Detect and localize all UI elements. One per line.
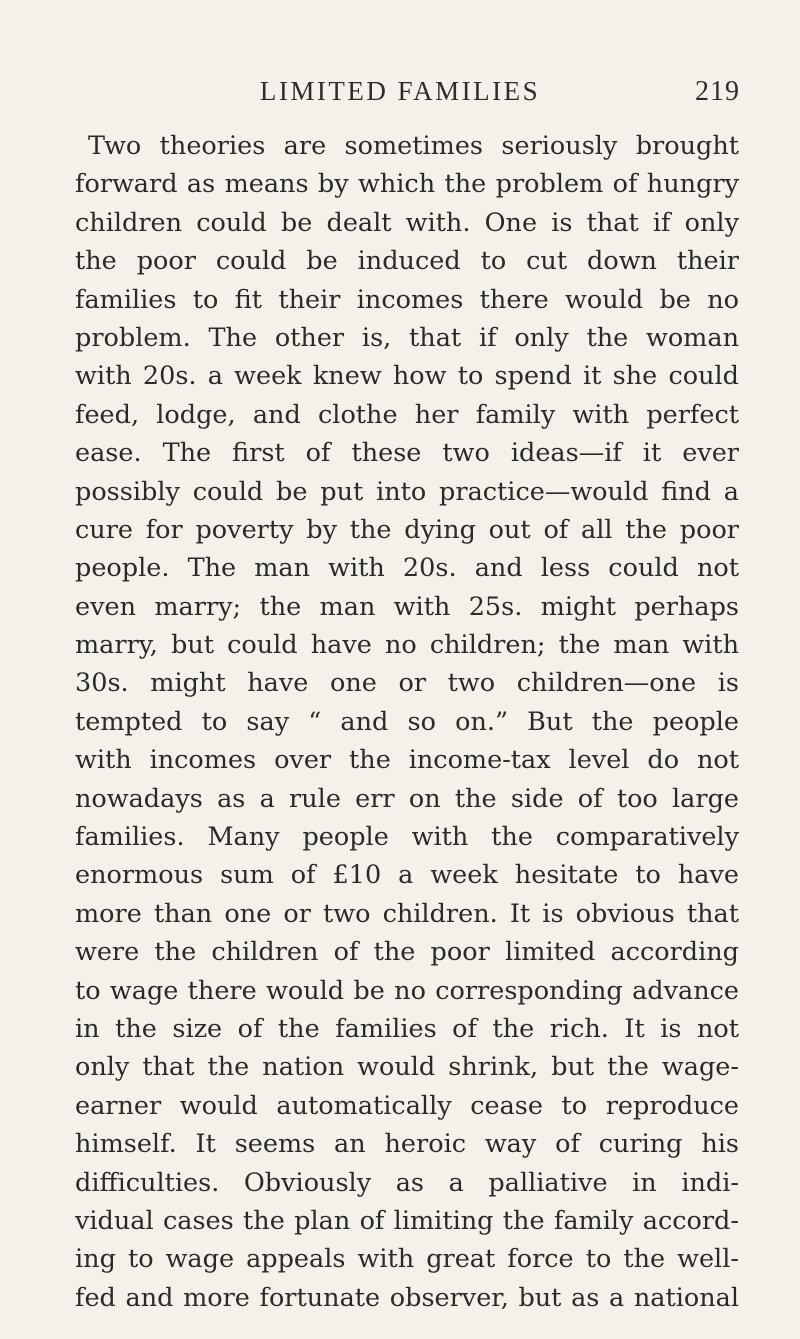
text-line: with 20s. a week knew how to spend it she could	[75, 361, 739, 392]
text-line: feed, lodge, and clothe her family with perfect	[75, 399, 739, 430]
text-line: fed and more fortunate observer, but as a national	[75, 1282, 739, 1313]
text-line: families to fit their incomes there would be no	[75, 284, 739, 315]
text-line: marry, but could have no children; the man with	[75, 630, 739, 661]
text-line: nowadays as a rule err on the side of too large	[75, 783, 739, 814]
text-line: more than one or two children. It is obvious that	[75, 898, 739, 929]
text-line: problem. The other is, that if only the woman	[75, 322, 739, 353]
text-line: forward as means by which the problem of hungry	[75, 169, 739, 200]
text-line: 30s. might have one or two children—one is	[75, 668, 739, 699]
text-line: cure for poverty by the dying out of all the poor	[75, 514, 739, 545]
text-line: ing to wage appeals with great force to the well-	[75, 1244, 739, 1275]
text-line: Two theories are sometimes seriously brought	[88, 131, 739, 161]
text-line: earner would automatically cease to reproduce	[75, 1090, 739, 1121]
text-line: were the children of the poor limited according	[75, 937, 739, 968]
text-line: possibly could be put into practice—would find a	[75, 476, 739, 507]
text-line: ease. The first of these two ideas—if it ever	[75, 438, 739, 469]
text-line: enormous sum of £10 a week hesitate to have	[75, 860, 739, 891]
text-line: tempted to say “ and so on.” But the people	[75, 706, 739, 737]
text-line: in the size of the families of the rich. It is not	[75, 1013, 739, 1044]
text-line: people. The man with 20s. and less could not	[75, 553, 739, 584]
page-number: 219	[695, 76, 740, 107]
body-paragraph	[75, 127, 739, 1317]
text-line: only that the nation would shrink, but the wage-	[75, 1052, 739, 1083]
text-line: to wage there would be no corresponding advance	[75, 975, 739, 1006]
running-head	[60, 76, 740, 116]
text-line: vidual cases the plan of limiting the family accord-	[75, 1205, 739, 1236]
text-line: even marry; the man with 25s. might perhaps	[75, 591, 739, 622]
text-line: himself. It seems an heroic way of curing his	[75, 1129, 739, 1160]
text-line: difficulties. Obviously as a palliative in indi-	[75, 1167, 739, 1198]
running-title: LIMITED FAMILIES	[259, 76, 541, 106]
text-line: with incomes over the income-tax level do not	[75, 745, 739, 776]
text-line: the poor could be induced to cut down their	[75, 246, 739, 277]
text-line: families. Many people with the comparatively	[75, 822, 739, 853]
text-line: children could be dealt with. One is that if only	[75, 207, 739, 238]
